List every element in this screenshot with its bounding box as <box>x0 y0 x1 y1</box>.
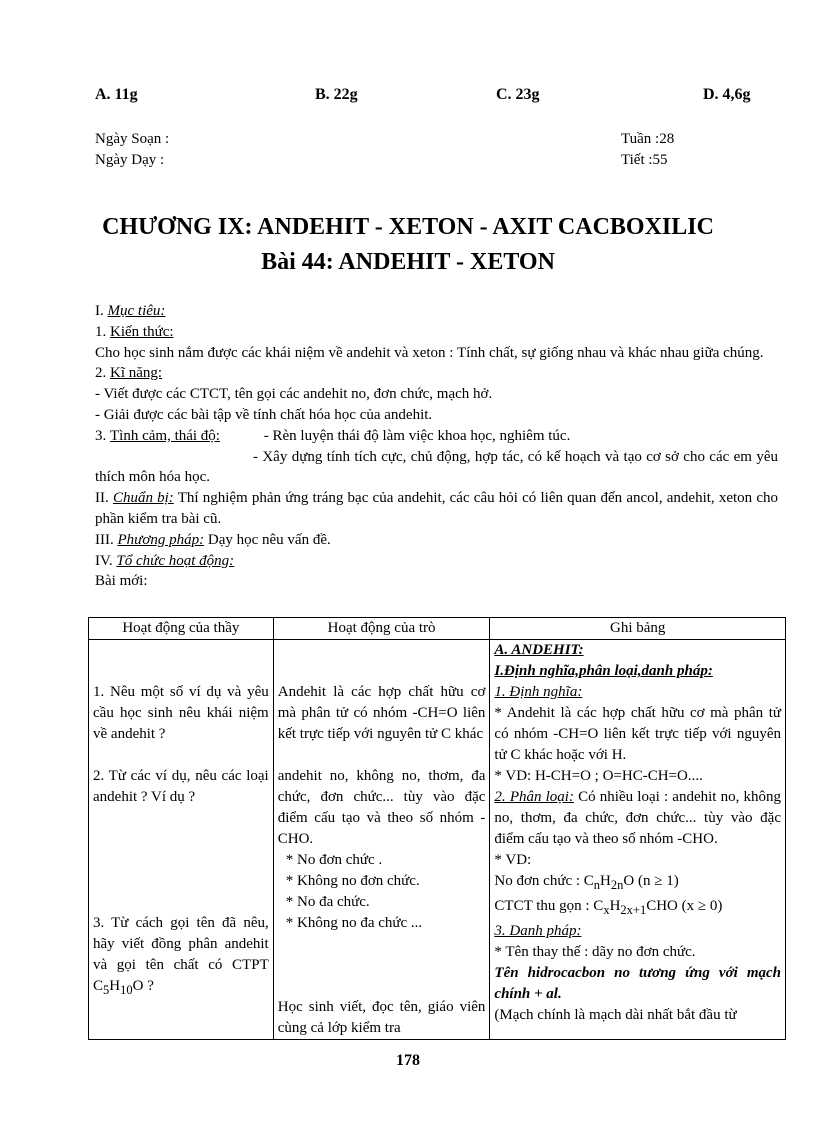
header-student: Hoạt động của trò <box>273 618 490 640</box>
attitude-item-2: - Xây dựng tính tích cực, chủ động, hợp tác, có kế hoạch và tạo cơ sở cho các em yêu thích môn hóa học. <box>95 448 778 486</box>
board-naming-note: (Mạch chính là mạch dài nhất bắt đầu từ <box>494 1007 737 1023</box>
student-a2: andehit no, không no, thơm, đa chức, đơn chức... tùy vào đặc điểm cấu tạo và theo số nhóm -CHO. <box>277 768 486 847</box>
skills-item-2: - Giải được các bài tập về tính chất hóa học của andehit. <box>95 406 433 423</box>
section-activities: IV. Tổ chức hoạt động: <box>95 552 235 569</box>
tiet: Tiết :55 <box>621 152 668 168</box>
answer-b: B. 22g <box>315 86 358 103</box>
student-a2-item-1: * No đơn chức . <box>285 852 383 868</box>
teacher-q2: 2. Từ các ví dụ, nêu các loại andehit ? Ví dụ ? <box>93 768 269 805</box>
student-a2-item-3: * No đa chức. <box>285 894 370 910</box>
student-column <box>273 640 490 1040</box>
chapter-title: CHƯƠNG IX: ANDEHIT - XETON - AXIT CACBOXILIC <box>102 214 714 240</box>
section-knowledge: 1. Kiến thức: <box>95 323 174 340</box>
board-definition-label: 1. Định nghĩa: <box>494 684 583 700</box>
skills-item-1: - Viết được các CTCT, tên gọi các andehit no, đơn chức, mạch hở. <box>95 386 493 403</box>
section-preparation: II. Chuẩn bị: Thí nghiệm phản ứng tráng bạc của andehit, các câu hỏi có liên quan đến ancol, andehit, xeton cho phần kiểm tra bài cũ. <box>95 490 779 527</box>
section-method: III. Phương pháp: Dạy học nêu vấn đề. <box>95 531 331 548</box>
lesson-intro <box>95 301 778 592</box>
board-definition-example: * VD: H-CH=O ; O=HC-CH=O.... <box>494 768 703 784</box>
section-skills: 2. Kĩ năng: <box>95 365 163 382</box>
section-objectives: I. Mục tiêu: <box>95 303 166 319</box>
bai-moi: Bài mới: <box>95 573 148 590</box>
answer-a: A. 11g <box>95 86 138 103</box>
activity-table <box>88 617 786 1040</box>
lesson-title: Bài 44: ANDEHIT - XETON <box>261 249 555 275</box>
ngay-day: Ngày Dạy : <box>95 152 165 168</box>
answer-c: C. 23g <box>496 86 540 103</box>
board-naming-text: * Tên thay thế : dãy no đơn chức. <box>494 944 696 960</box>
tuan: Tuần :28 <box>621 131 675 147</box>
teacher-column <box>89 640 274 1040</box>
board-definition-text: * Andehit là các hợp chất hữu cơ mà phân tử có nhóm -CH=O liên kết trực tiếp với nguyên tử C khác hoặc với H. <box>494 705 781 763</box>
teacher-q1: 1. Nêu một số ví dụ và yêu cầu học sinh nêu khái niệm về andehit ? <box>93 684 269 742</box>
student-a2-item-4: * Không no đa chức ... <box>285 915 423 931</box>
board-formula-no-don: No đơn chức : $C_nH_{2n}O$ (n ≥ 1) <box>494 873 679 892</box>
answer-d: D. 4,6g <box>703 86 751 103</box>
board-naming-label: 3. Danh pháp: <box>494 923 582 939</box>
board-column <box>490 640 786 1040</box>
page-number: 178 <box>396 1052 420 1069</box>
ngay-soan: Ngày Soạn : <box>95 131 170 147</box>
table-header-row <box>89 618 786 640</box>
board-heading-a: A. ANDEHIT: <box>494 642 584 658</box>
student-a3: Học sinh viết, đọc tên, giáo viên cùng cả lớp kiểm tra <box>277 999 486 1036</box>
teacher-q3: 3. Từ cách gọi tên đã nêu, hãy viết đồng phân andehit và gọi tên chất có CTPT $C_5H_{10}O$ ? <box>93 915 269 997</box>
board-naming-rule: Tên hidrocacbon no tương ứng với mạch chính + al. <box>494 965 781 1002</box>
board-classification: 2. Phân loại: Có nhiều loại : andehit no, không no, thơm, đa chức, đơn chức... tùy vào đặc điểm cấu tạo và theo số nhóm -CHO. <box>494 789 782 847</box>
student-a2-item-2: * Không no đơn chức. <box>285 873 420 889</box>
header-board: Ghi bảng <box>490 618 786 640</box>
table-body-row <box>89 640 786 1040</box>
board-formula-ctct: CTCT thu gọn : $C_xH_{2x+1}CHO$ (x ≥ 0) <box>494 898 723 917</box>
board-classification-example: * VD: <box>494 852 532 868</box>
knowledge-text: Cho học sinh nắm được các khái niệm về andehit và xeton : Tính chất, sự giống nhau và khác nhau giữa chúng. <box>95 344 764 361</box>
board-heading-i: I.Định nghĩa,phân loại,danh pháp: <box>494 663 713 679</box>
student-a1: Andehit là các hợp chất hữu cơ mà phân tử có nhóm -CH=O liên kết trực tiếp với nguyên tử C khác <box>277 684 486 742</box>
header-teacher: Hoạt động của thầy <box>89 618 274 640</box>
section-attitude: 3. Tình cảm, thái độ: - Rèn luyện thái độ làm việc khoa học, nghiêm túc. <box>95 427 571 444</box>
